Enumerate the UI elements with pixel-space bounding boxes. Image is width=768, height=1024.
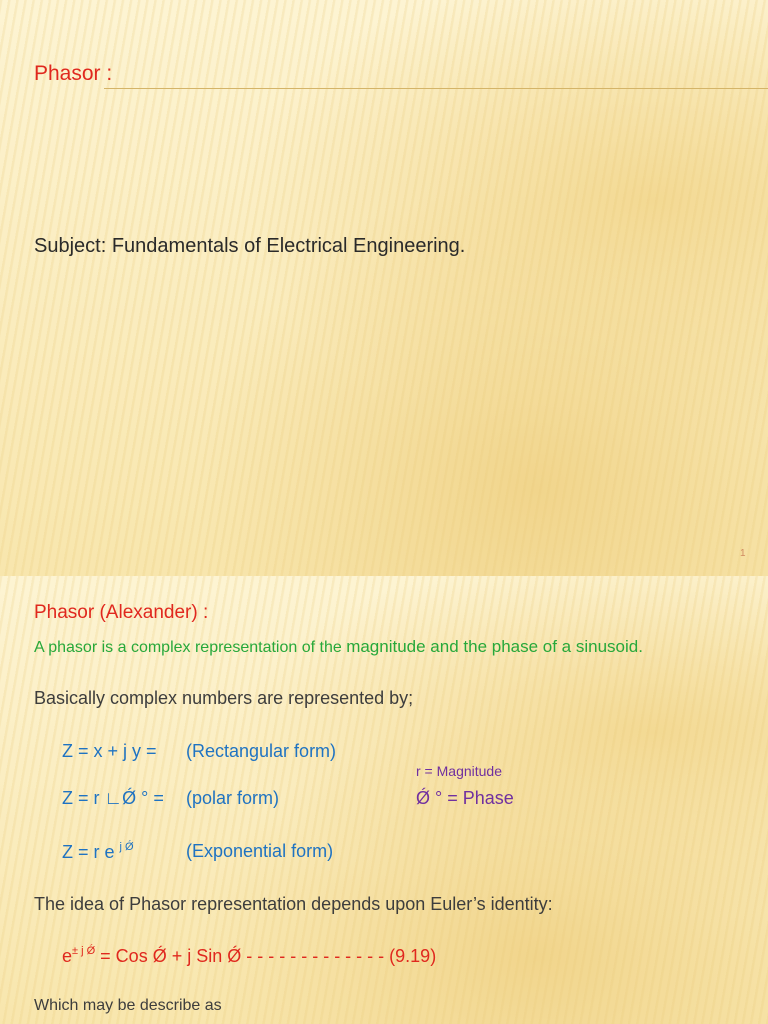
polar-equation: Z = r ∟Ǿ ° = xyxy=(62,788,164,808)
title-underline xyxy=(104,88,768,89)
closing-text: Which may be describe as xyxy=(34,997,222,1014)
slide-title: Phasor : xyxy=(34,62,113,85)
rectangular-equation: Z = x + j y = xyxy=(62,741,157,761)
page-number: 1 xyxy=(740,548,746,559)
euler-rest: = Cos Ǿ + j Sin Ǿ - - - - - - - - - - - - - (9.19) xyxy=(95,946,437,966)
definition-part-2: magnitude and the phase of a sinusoid. xyxy=(346,637,643,656)
subject-line: Subject: Fundamentals of Electrical Engineering. xyxy=(34,235,466,257)
euler-base: e xyxy=(62,946,73,966)
slide-2 xyxy=(0,576,768,1024)
exponential-label: (Exponential form) xyxy=(186,841,334,861)
polar-label: (polar form) xyxy=(186,788,280,808)
exp-superscript: j Ǿ xyxy=(119,841,134,853)
phase-note: Ǿ ° = Phase xyxy=(416,788,514,808)
rectangular-label: (Rectangular form) xyxy=(186,741,337,761)
magnitude-note: r = Magnitude xyxy=(416,763,502,779)
euler-identity xyxy=(62,945,436,967)
euler-intro: The idea of Phasor representation depends upon Euler’s identity: xyxy=(34,894,553,914)
definition-part-1: A phasor is a complex representation of the xyxy=(34,639,347,656)
title-colon: : xyxy=(197,602,209,623)
exponential-equation xyxy=(62,841,134,863)
exp-base: Z = r e xyxy=(62,842,115,862)
intro-text: Basically complex numbers are represented by; xyxy=(34,688,414,708)
title-text: Phasor (Alexander) xyxy=(34,602,198,623)
slide-title xyxy=(34,602,208,624)
phasor-definition xyxy=(34,637,643,657)
euler-superscript: ± j Ǿ xyxy=(72,945,96,957)
